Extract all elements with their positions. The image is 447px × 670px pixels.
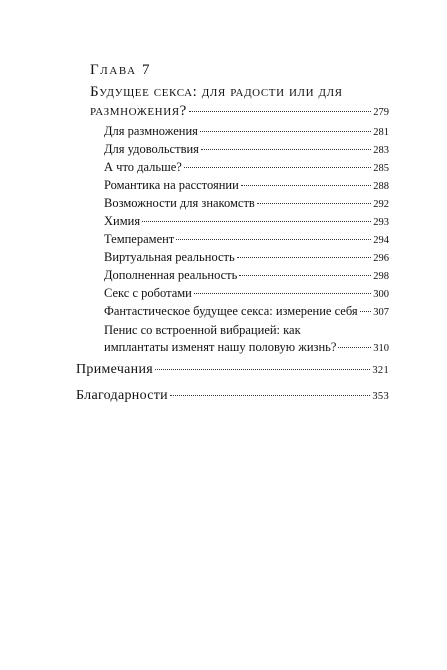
entry-title: Возможности для знакомств [104,196,255,210]
toc-entry [104,286,389,301]
toc-entry [104,268,389,283]
toc-entry-multiline [104,322,389,357]
chapter-title-line2: размножения? [90,103,187,119]
toc-section [76,362,389,378]
dot-leader [142,221,371,222]
dot-leader [201,149,371,150]
entry-page-number: 294 [373,235,389,246]
dot-leader [170,395,370,396]
entry-title: Романтика на расстоянии [104,178,239,192]
entry-title: Для размножения [104,124,198,138]
entry-title: Секс с роботами [104,286,192,300]
entry-page-number: 298 [373,271,389,282]
dot-leader [257,203,371,204]
toc-entry [104,142,389,157]
dot-leader [237,257,372,258]
dot-leader [338,347,371,348]
entry-page-number: 307 [373,307,389,318]
entry-page-number: 300 [373,289,389,300]
chapter-title-line1: Будущее секса: для радости или для [90,84,343,100]
entry-title: Темперамент [104,232,175,246]
entry-page-number: 310 [373,343,389,354]
dot-leader [241,185,371,186]
dot-leader [155,369,370,370]
section-title: Благодарности [76,388,168,403]
entry-page-number: 296 [373,253,389,264]
dot-leader [189,111,371,112]
toc-entry [104,232,389,247]
entry-title: А что дальше? [104,160,182,174]
chapter-label: Глава 7 [90,62,152,78]
dot-leader [194,293,371,294]
dot-leader [200,131,371,132]
toc-entry [104,196,389,211]
entry-title: Для удовольствия [104,142,199,156]
toc-entry [104,304,389,319]
chapter-title-row [90,103,389,120]
entry-title-line2: имплантаты изменят нашу половую жизнь? [104,340,337,354]
toc-entry [104,250,389,265]
entry-title: Фантастическое будущее секса: измерение себя [104,304,358,318]
entry-title-row [104,339,389,357]
dot-leader [360,311,372,312]
toc-entry [104,214,389,229]
dot-leader [184,167,371,168]
entry-title: Химия [104,214,141,228]
entry-page-number: 293 [373,217,389,228]
section-page-number: 353 [372,391,389,402]
toc-entry [104,160,389,175]
dot-leader [176,239,371,240]
dot-leader [239,275,371,276]
entry-page-number: 285 [373,163,389,174]
chapter-page-number: 279 [373,107,389,118]
entry-page-number: 292 [373,199,389,210]
section-title: Примечания [76,362,154,377]
entry-title: Дополненная реальность [104,268,238,282]
entry-title-line1: Пенис со встроенной вибрацией: как [104,323,301,337]
entry-page-number: 283 [373,145,389,156]
toc-section [76,388,389,404]
entry-page-number: 288 [373,181,389,192]
toc-entry [104,178,389,193]
section-page-number: 321 [372,365,389,376]
toc-entry [104,124,389,139]
entry-title: Виртуальная реальность [104,250,235,264]
entry-page-number: 281 [373,127,389,138]
